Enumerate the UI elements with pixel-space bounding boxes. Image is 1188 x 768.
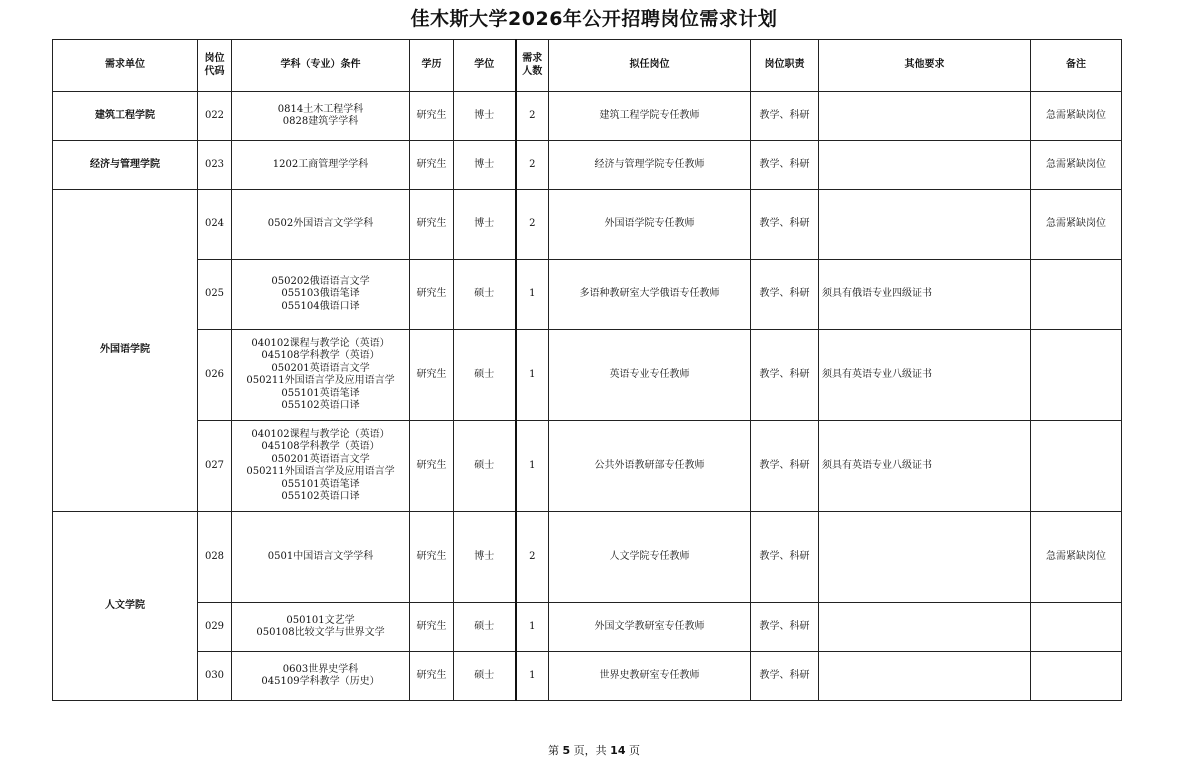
duty-cell: 教学、科研 (751, 512, 819, 603)
header-code-line1: 岗位 (204, 53, 225, 64)
header-code-line2: 代码 (204, 65, 225, 77)
subject-cell (232, 652, 410, 701)
post-cell: 外国文学教研室专任教师 (549, 603, 751, 652)
table-row (53, 190, 1122, 260)
duty-cell: 教学、科研 (751, 421, 819, 512)
subject-line: 045109学科教学（历史） (261, 676, 380, 687)
other-cell (819, 652, 1031, 701)
footer-suffix: 页 (625, 744, 640, 757)
remark-cell: 急需紧缺岗位 (1031, 92, 1122, 141)
footer-middle: 页，共 (570, 744, 611, 757)
duty-cell: 教学、科研 (751, 260, 819, 330)
subject-line: 0501中国语言文学学科 (267, 550, 374, 562)
unit-cell: 经济与管理学院 (53, 141, 198, 190)
code-cell: 025 (198, 260, 232, 330)
header-duty: 岗位职责 (751, 40, 819, 92)
degree-cell: 硕士 (454, 421, 516, 512)
subject-line: 050211外国语言学及应用语言学 (246, 466, 395, 477)
footer-total-pages: 14 (610, 744, 626, 757)
edu-cell: 研究生 (410, 512, 454, 603)
num-cell: 2 (516, 92, 549, 141)
header-remark: 备注 (1031, 40, 1122, 92)
post-cell: 英语专业专任教师 (549, 330, 751, 421)
subject-line: 055101英语笔译 (281, 387, 360, 399)
unit-cell: 外国语学院 (53, 190, 198, 512)
degree-cell: 硕士 (454, 330, 516, 421)
table-row (53, 603, 1122, 652)
remark-cell: 急需紧缺岗位 (1031, 190, 1122, 260)
num-cell: 2 (516, 512, 549, 603)
num-cell: 2 (516, 141, 549, 190)
subject-cell (232, 92, 410, 141)
page-footer (0, 742, 1188, 758)
code-cell: 030 (198, 652, 232, 701)
subject-line: 040102课程与教学论（英语） (251, 337, 390, 349)
table-row (53, 330, 1122, 421)
table-row (53, 92, 1122, 141)
subject-line: 055103俄语笔译 (281, 288, 360, 300)
subject-line: 0814土木工程学科 (277, 103, 364, 115)
table-row (53, 652, 1122, 701)
edu-cell: 研究生 (410, 603, 454, 652)
subject-line: 055102英语口译 (281, 491, 360, 502)
header-code (198, 40, 232, 92)
duty-cell: 教学、科研 (751, 92, 819, 141)
remark-cell (1031, 330, 1122, 421)
other-cell (819, 190, 1031, 260)
subject-cell (232, 141, 410, 190)
code-cell: 027 (198, 421, 232, 512)
subject-cell (232, 512, 410, 603)
header-num (516, 40, 549, 92)
num-cell: 1 (516, 652, 549, 701)
header-post: 拟任岗位 (549, 40, 751, 92)
subject-cell (232, 190, 410, 260)
edu-cell: 研究生 (410, 260, 454, 330)
subject-line: 0603世界史学科 (282, 663, 359, 675)
subject-line: 045108学科教学（英语） (261, 350, 380, 361)
remark-cell (1031, 652, 1122, 701)
edu-cell: 研究生 (410, 190, 454, 260)
post-cell: 世界史教研室专任教师 (549, 652, 751, 701)
subject-line: 050101文艺学 (286, 614, 355, 626)
code-cell: 026 (198, 330, 232, 421)
num-cell: 1 (516, 260, 549, 330)
subject-line: 045108学科教学（英语） (261, 441, 380, 452)
num-cell: 1 (516, 330, 549, 421)
footer-page-number: 5 (562, 744, 571, 757)
recruitment-table (52, 39, 1122, 701)
duty-cell: 教学、科研 (751, 190, 819, 260)
header-num-line2: 人数 (522, 65, 543, 77)
header-unit: 需求单位 (53, 40, 198, 92)
code-cell: 024 (198, 190, 232, 260)
subject-line: 055101英语笔译 (281, 478, 360, 490)
duty-cell: 教学、科研 (751, 141, 819, 190)
subject-line: 050202俄语语言文学 (271, 275, 370, 287)
header-row (53, 40, 1122, 92)
other-cell (819, 603, 1031, 652)
degree-cell: 博士 (454, 141, 516, 190)
remark-cell: 急需紧缺岗位 (1031, 141, 1122, 190)
table-row (53, 421, 1122, 512)
duty-cell: 教学、科研 (751, 330, 819, 421)
remark-cell (1031, 260, 1122, 330)
other-cell (819, 512, 1031, 603)
subject-line: 050201英语语言文学 (271, 362, 370, 374)
edu-cell: 研究生 (410, 652, 454, 701)
remark-cell (1031, 421, 1122, 512)
subject-line: 0502外国语言文学学科 (267, 218, 374, 230)
other-cell: 须具有俄语专业四级证书 (819, 260, 1031, 330)
subject-line: 040102课程与教学论（英语） (251, 428, 390, 440)
subject-cell (232, 260, 410, 330)
subject-line: 050211外国语言学及应用语言学 (246, 375, 395, 386)
degree-cell: 硕士 (454, 260, 516, 330)
header-subject: 学科（专业）条件 (232, 40, 410, 92)
subject-cell (232, 421, 410, 512)
header-edu: 学历 (410, 40, 454, 92)
table-row (53, 260, 1122, 330)
header-degree: 学位 (454, 40, 516, 92)
remark-cell: 急需紧缺岗位 (1031, 512, 1122, 603)
table-row (53, 512, 1122, 603)
post-cell: 外国语学院专任教师 (549, 190, 751, 260)
code-cell: 022 (198, 92, 232, 141)
footer-prefix: 第 (548, 744, 563, 757)
post-cell: 人文学院专任教师 (549, 512, 751, 603)
edu-cell: 研究生 (410, 421, 454, 512)
subject-cell (232, 603, 410, 652)
subject-line: 055104俄语口译 (281, 300, 360, 312)
other-cell: 须具有英语专业八级证书 (819, 421, 1031, 512)
edu-cell: 研究生 (410, 330, 454, 421)
degree-cell: 博士 (454, 92, 516, 141)
other-cell (819, 141, 1031, 190)
unit-cell: 建筑工程学院 (53, 92, 198, 141)
post-cell: 建筑工程学院专任教师 (549, 92, 751, 141)
degree-cell: 博士 (454, 190, 516, 260)
code-cell: 023 (198, 141, 232, 190)
subject-line: 050108比较文学与世界文学 (256, 627, 385, 638)
num-cell: 1 (516, 603, 549, 652)
subject-line: 055102英语口译 (281, 400, 360, 411)
other-cell: 须具有英语专业八级证书 (819, 330, 1031, 421)
code-cell: 029 (198, 603, 232, 652)
header-other: 其他要求 (819, 40, 1031, 92)
post-cell: 公共外语教研部专任教师 (549, 421, 751, 512)
num-cell: 2 (516, 190, 549, 260)
edu-cell: 研究生 (410, 141, 454, 190)
subject-line: 1202工商管理学学科 (272, 158, 369, 170)
table-row (53, 141, 1122, 190)
page-title: 佳木斯大学2026年公开招聘岗位需求计划 (410, 8, 778, 30)
degree-cell: 硕士 (454, 603, 516, 652)
num-cell: 1 (516, 421, 549, 512)
header-num-line1: 需求 (522, 53, 543, 64)
subject-cell (232, 330, 410, 421)
edu-cell: 研究生 (410, 92, 454, 141)
duty-cell: 教学、科研 (751, 652, 819, 701)
duty-cell: 教学、科研 (751, 603, 819, 652)
code-cell: 028 (198, 512, 232, 603)
post-cell: 多语种教研室大学俄语专任教师 (549, 260, 751, 330)
remark-cell (1031, 603, 1122, 652)
subject-line: 0828建筑学学科 (282, 116, 359, 127)
degree-cell: 博士 (454, 512, 516, 603)
subject-line: 050201英语语言文学 (271, 453, 370, 465)
other-cell (819, 92, 1031, 141)
unit-cell: 人文学院 (53, 512, 198, 701)
degree-cell: 硕士 (454, 652, 516, 701)
post-cell: 经济与管理学院专任教师 (549, 141, 751, 190)
